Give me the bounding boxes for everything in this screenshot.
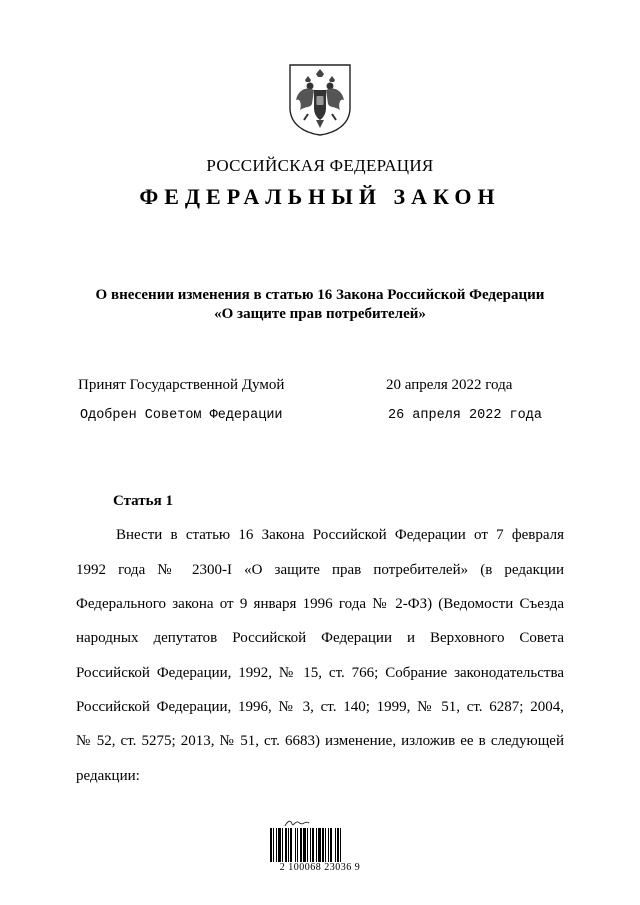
article-line: редакции: xyxy=(76,768,140,784)
article-heading: Статья 1 xyxy=(113,493,173,509)
barcode-icon xyxy=(264,818,376,874)
law-subject-line-2: «О защите прав потребителей» xyxy=(214,306,426,322)
article-line: Федерального закона от 9 января 1996 года № 2-ФЗ) (Ведомости Съезда xyxy=(76,596,564,612)
approved-by-council-date: 26 апреля 2022 года xyxy=(388,408,542,423)
barcode-bars xyxy=(270,828,366,862)
law-subject xyxy=(0,286,640,324)
article-line: народных депутатов Российской Федерации и Верховного Совета xyxy=(76,630,564,646)
barcode-bar xyxy=(341,828,343,862)
article-line: 1992 года № 2300-I «О защите прав потребителей» (в редакции xyxy=(76,562,564,578)
law-subject-line-1: О внесении изменения в статью 16 Закона Российской Федерации xyxy=(95,287,545,303)
barcode-number: 2 100068 23036 9 xyxy=(279,862,361,873)
adopted-by-duma-date: 20 апреля 2022 года xyxy=(386,377,513,393)
article-line: № 52, ст. 5275; 2013, № 51, ст. 6683) изменение, изложив ее в следующей xyxy=(76,733,564,749)
approved-by-council-label: Одобрен Советом Федерации xyxy=(80,408,283,423)
country-name: РОССИЙСКАЯ ФЕДЕРАЦИЯ xyxy=(206,156,434,175)
article-line: Российской Федерации, 1996, № 3, ст. 140; 1999, № 51, ст. 6287; 2004, xyxy=(76,699,564,715)
law-type-title: ФЕДЕРАЛЬНЫЙ ЗАКОН xyxy=(139,184,501,209)
signature-mark xyxy=(284,818,310,828)
adopted-by-duma-label: Принят Государственной Думой xyxy=(78,377,285,393)
coat-of-arms-graphic xyxy=(288,64,352,136)
article-line: Внести в статью 16 Закона Российской Федерации от 7 февраля xyxy=(116,527,564,543)
article-line: Российской Федерации, 1992, № 15, ст. 766; Собрание законодательства xyxy=(76,665,564,681)
coat-of-arms-icon xyxy=(288,64,352,136)
